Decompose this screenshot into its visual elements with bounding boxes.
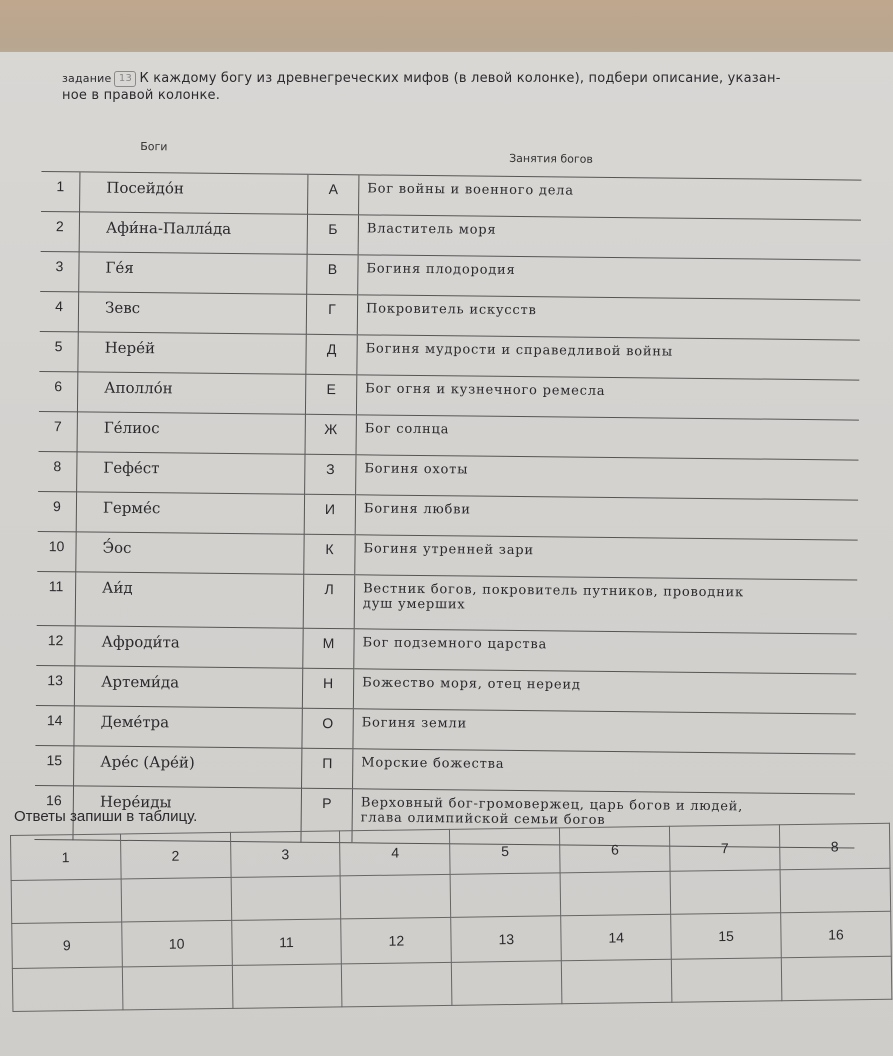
answer-blank-cell[interactable]	[781, 956, 892, 1001]
description-cell	[354, 575, 857, 634]
god-name: Ге́я	[79, 252, 307, 294]
task-text-line1: К каждому богу из древнегреческих мифов (в левой колонке), подбери описание, указан-	[139, 71, 781, 86]
god-name: Деме́тра	[74, 706, 302, 748]
gods-column-header: Боги	[80, 120, 309, 174]
answer-blank-cell[interactable]	[562, 959, 672, 1004]
description-text: Вестник богов, покровитель путников, проводник	[363, 581, 745, 601]
description-letter: Н	[302, 668, 353, 709]
description-letter: К	[304, 534, 355, 575]
god-number: 4	[40, 291, 79, 331]
god-name: Э́ос	[76, 532, 304, 574]
description-cell	[353, 749, 856, 794]
answer-blank-cell[interactable]	[671, 958, 781, 1003]
description-cell	[358, 215, 861, 260]
description-cell	[354, 629, 857, 674]
god-name: Аполло́н	[77, 372, 305, 414]
god-number: 7	[39, 411, 78, 451]
answer-blank-cell[interactable]	[341, 874, 451, 919]
description-letter: Л	[303, 574, 355, 629]
description-letter: Г	[306, 294, 357, 335]
description-text: Верховный бог-громовержец, царь богов и людей,	[360, 795, 744, 815]
god-name: Аи́д	[75, 572, 304, 628]
answer-number: 8	[779, 823, 890, 870]
god-number: 9	[38, 491, 77, 531]
occupations-column-header: Занятия богов	[359, 123, 862, 180]
table-header-row	[41, 120, 861, 180]
answer-number: 9	[12, 922, 122, 969]
task-text-line2: ное в правой колонке.	[62, 88, 221, 103]
answer-blank-cell[interactable]	[11, 879, 121, 924]
god-number: 10	[37, 531, 76, 571]
god-number: 2	[41, 211, 80, 251]
god-number: 12	[36, 625, 75, 665]
description-letter: И	[304, 494, 355, 535]
god-name: Нере́иды	[73, 786, 302, 842]
answers-title: Ответы запиши в таблицу.	[14, 808, 198, 825]
task-number-badge: 13	[114, 71, 136, 87]
answer-number: 12	[341, 917, 452, 964]
god-name: Посейдо́н	[80, 172, 308, 214]
description-cell	[359, 175, 862, 220]
god-number: 11	[37, 571, 76, 625]
god-number: 14	[35, 705, 74, 745]
task-label: задание	[62, 72, 112, 85]
god-number: 6	[39, 371, 78, 411]
god-number: 13	[36, 665, 75, 705]
answer-number: 5	[450, 828, 561, 875]
god-number: 1	[41, 171, 80, 211]
god-name: Гефе́ст	[77, 452, 305, 494]
description-letter: Б	[307, 214, 358, 255]
description-text-cont: глава олимпийской семьи богов	[360, 810, 606, 828]
description-letter: Д	[306, 334, 357, 375]
god-name: Аре́с (Аре́й)	[74, 746, 302, 788]
god-number: 15	[35, 745, 74, 785]
description-cell	[358, 255, 861, 300]
answer-blank-cell[interactable]	[12, 967, 122, 1012]
description-text: Бог подземного царства	[362, 635, 548, 653]
description-text: Богиня любви	[363, 501, 471, 518]
god-number: 16	[34, 785, 73, 839]
answer-blank-cell[interactable]	[780, 868, 891, 913]
description-cell	[353, 669, 856, 714]
description-text: Бог солнца	[364, 421, 450, 438]
description-text: Бог войны и военного дела	[367, 181, 574, 199]
answer-number: 14	[561, 914, 672, 961]
description-text-cont: душ умерших	[362, 596, 466, 613]
god-name: Афи́на-Палла́да	[79, 212, 307, 254]
answer-blank-cell[interactable]	[121, 877, 231, 922]
answer-number: 13	[451, 916, 562, 963]
description-text: Божество моря, отец нереид	[362, 675, 581, 693]
description-cell	[356, 455, 859, 500]
answer-number: 7	[670, 825, 781, 872]
god-name: Герме́с	[76, 492, 304, 534]
answer-number: 3	[230, 831, 340, 878]
answer-blank-cell[interactable]	[670, 870, 780, 915]
answer-grid	[10, 823, 892, 1012]
answer-blank-cell[interactable]	[450, 873, 560, 918]
god-number: 5	[39, 331, 78, 371]
answer-blank-cell[interactable]	[232, 964, 342, 1009]
answer-blank-cell[interactable]	[452, 961, 562, 1006]
answer-number: 11	[231, 919, 341, 966]
description-text: Богиня плодородия	[366, 261, 516, 278]
description-cell	[356, 415, 859, 460]
description-letter: М	[303, 628, 354, 669]
description-cell	[353, 709, 856, 754]
answer-number: 10	[121, 920, 232, 967]
answer-blank-cell[interactable]	[560, 871, 670, 916]
table-row	[37, 571, 858, 634]
description-letter: Ж	[305, 414, 356, 455]
answer-number: 4	[340, 829, 451, 876]
answer-blank-cell[interactable]	[231, 876, 341, 921]
answer-number: 16	[781, 911, 892, 958]
answer-number: 6	[560, 826, 671, 873]
description-letter: В	[307, 254, 358, 295]
description-letter: Р	[301, 788, 353, 843]
description-letter: А	[308, 174, 359, 215]
answer-number: 15	[671, 913, 782, 960]
god-name: Нере́й	[78, 332, 306, 374]
god-name: Афроди́та	[75, 626, 303, 668]
description-cell	[357, 295, 860, 340]
description-text: Морские божества	[361, 755, 505, 772]
gods-matching-table	[34, 120, 861, 849]
description-text: Богиня мудрости и справедливой войны	[365, 341, 674, 360]
description-text: Покровитель искусств	[365, 301, 537, 319]
god-number: 3	[40, 251, 79, 291]
description-text: Богиня охоты	[364, 461, 469, 478]
description-text: Бог огня и кузнечного ремесла	[365, 381, 606, 399]
description-letter: Е	[305, 374, 356, 415]
god-name: Артеми́да	[74, 666, 302, 708]
description-text: Богиня земли	[361, 715, 468, 732]
answer-number: 1	[11, 834, 121, 881]
answer-number: 2	[120, 832, 231, 879]
description-text: Богиня утренней зари	[363, 541, 534, 559]
description-letter: З	[305, 454, 356, 495]
description-cell	[356, 375, 859, 420]
description-text: Властитель моря	[366, 221, 497, 238]
god-number: 8	[38, 451, 77, 491]
god-name: Зевс	[78, 292, 306, 334]
task-instruction	[62, 70, 862, 104]
description-cell	[357, 335, 860, 380]
description-cell	[355, 535, 858, 580]
god-name: Ге́лиос	[77, 412, 305, 454]
description-cell	[355, 495, 858, 540]
description-letter: О	[302, 708, 353, 749]
description-letter: П	[302, 748, 353, 789]
answer-blank-cell[interactable]	[122, 965, 232, 1010]
answer-blank-cell[interactable]	[342, 962, 452, 1007]
